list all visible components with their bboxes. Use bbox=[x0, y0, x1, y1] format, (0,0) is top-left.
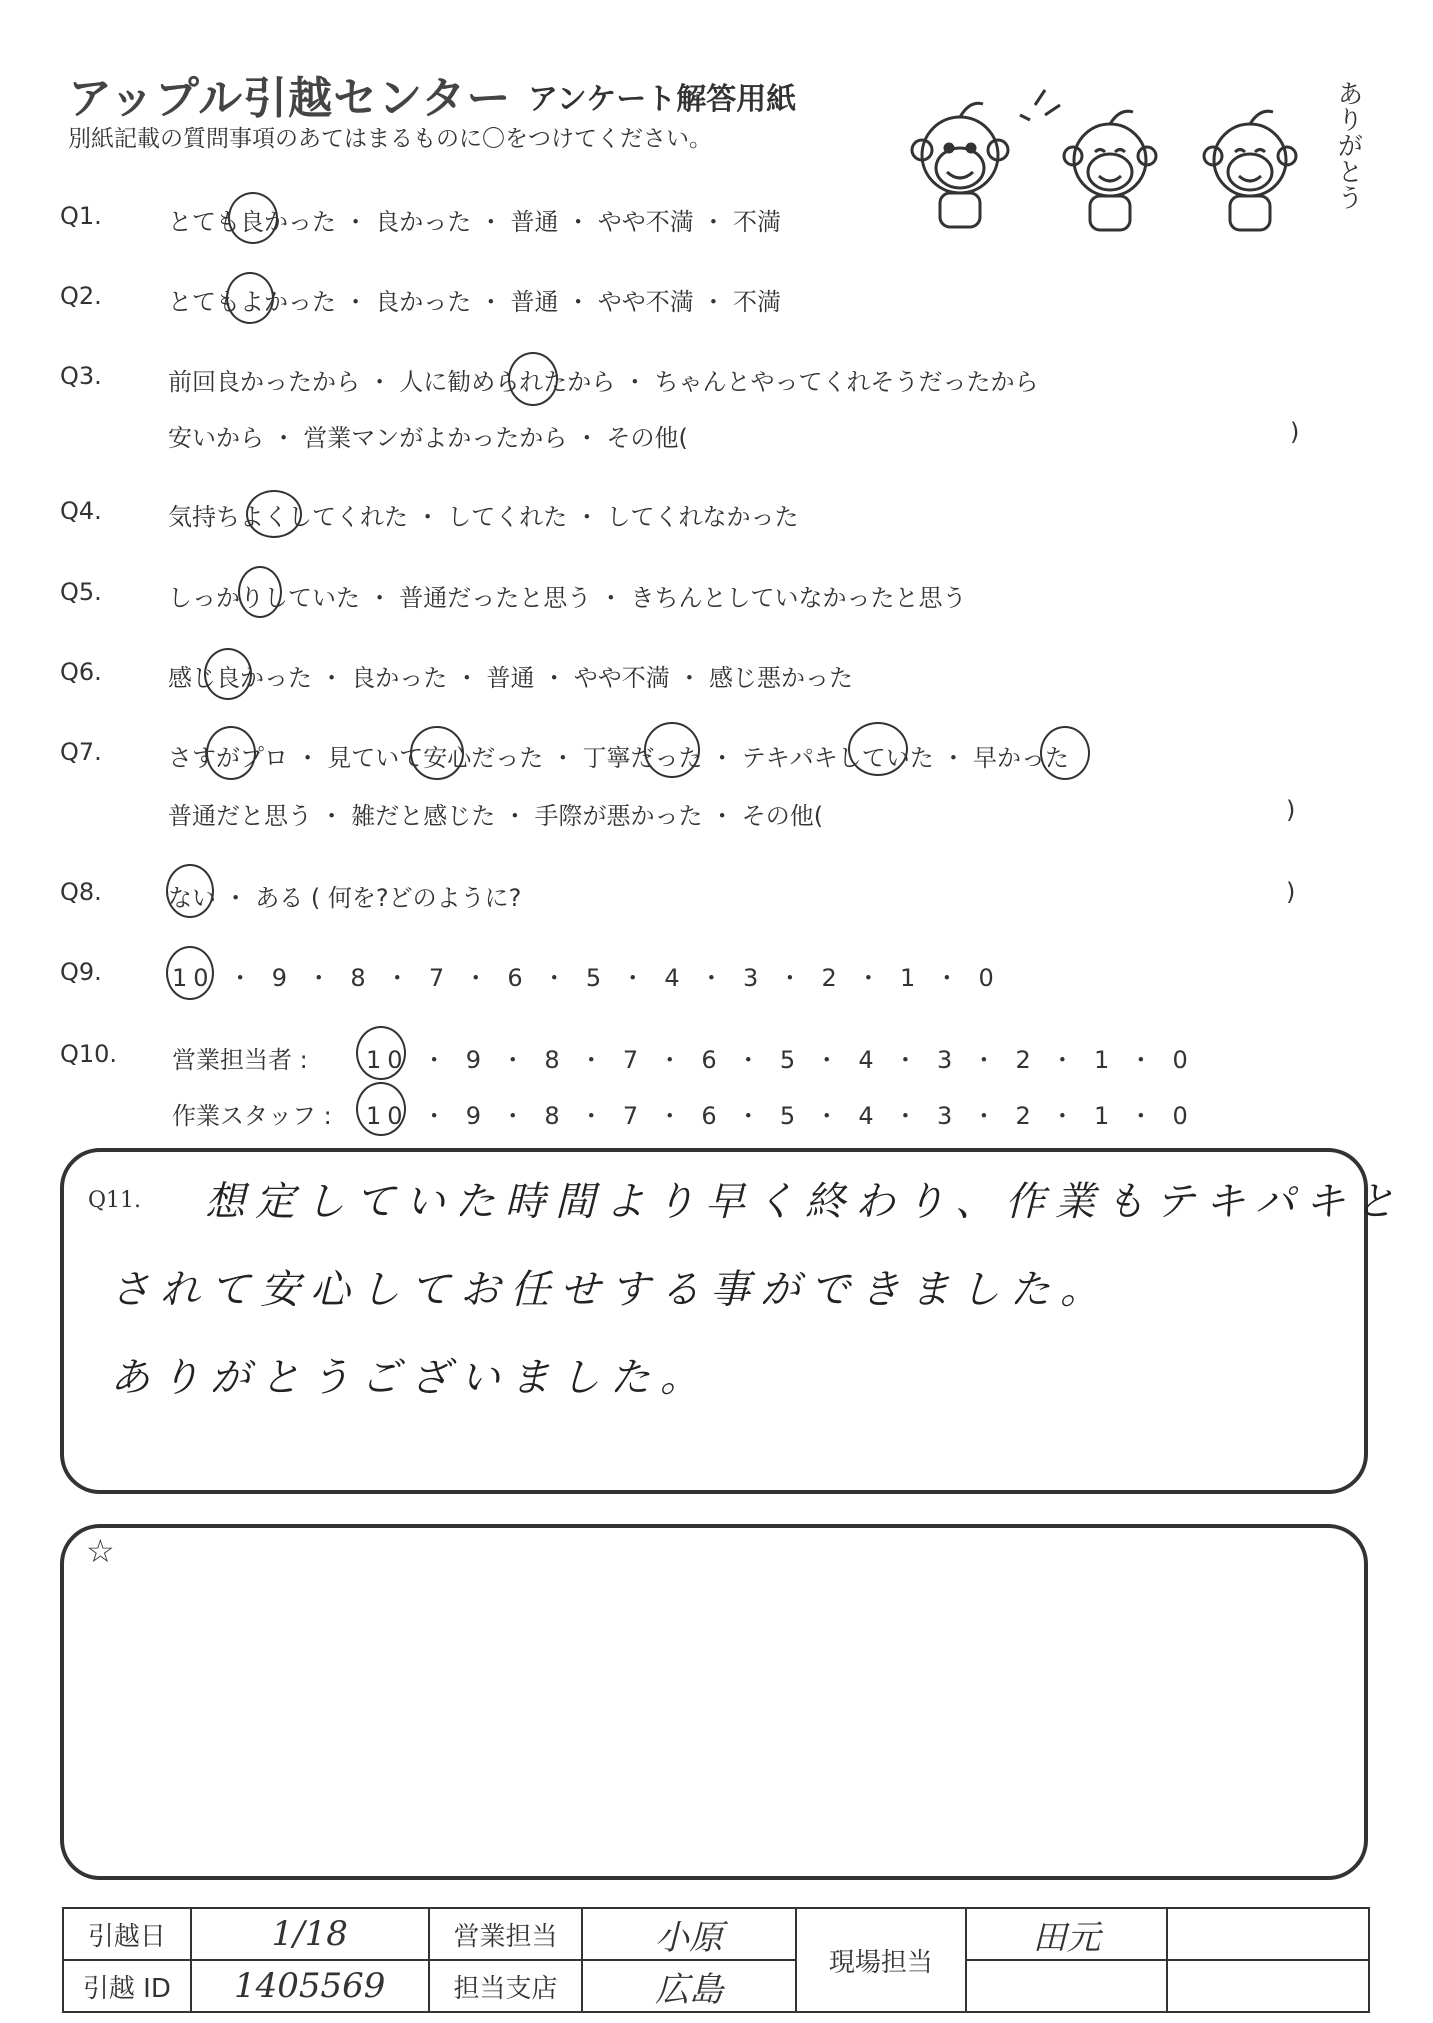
monkey-right bbox=[1204, 111, 1296, 230]
q5-answer-circle bbox=[238, 566, 282, 618]
site-value: 田元 bbox=[966, 1908, 1168, 1960]
branch-label: 担当支店 bbox=[429, 1960, 583, 2012]
q4-label: Q4. bbox=[60, 497, 102, 525]
q3-label: Q3. bbox=[60, 362, 102, 390]
q1-options: とても良かった ・ 良かった ・ 普通 ・ やや不満 ・ 不満 bbox=[168, 208, 782, 236]
q7-answer-circle-5 bbox=[1040, 726, 1090, 780]
q7-answer-circle-4 bbox=[848, 722, 908, 776]
q11-label: Q11. bbox=[88, 1188, 142, 1213]
move-date-label: 引越日 bbox=[63, 1908, 191, 1960]
extra-cell-bottom bbox=[1167, 1960, 1369, 2012]
q9-answer-circle bbox=[166, 946, 214, 1000]
q7-close-paren: ) bbox=[1286, 796, 1296, 824]
q10-sales-answer-circle bbox=[356, 1026, 406, 1080]
q8-answer-circle bbox=[166, 864, 214, 918]
brand-title: アップル引越センター bbox=[68, 73, 512, 124]
monkey-left bbox=[912, 103, 1008, 227]
q3-close-paren: ) bbox=[1290, 418, 1300, 446]
q6-options: 感じ良かった ・ 良かった ・ 普通 ・ やや不満 ・ 感じ悪かった bbox=[168, 664, 854, 692]
q1-answer-circle bbox=[228, 192, 278, 244]
q4-options: 気持ちよくしてくれた ・ してくれた ・ してくれなかった bbox=[168, 503, 799, 531]
q10-label: Q10. bbox=[60, 1040, 118, 1068]
form-subtitle: アンケート解答用紙 bbox=[528, 82, 797, 117]
q3-options-line1: 前回良かったから ・ 人に勧められたから ・ ちゃんとやってくれそうだったから bbox=[168, 368, 1039, 396]
q10-sales-scale: 10 ・ 9 ・ 8 ・ 7 ・ 6 ・ 5 ・ 4 ・ 3 ・ 2 ・ 1 ・ 0 bbox=[366, 1046, 1194, 1074]
q2-answer-circle bbox=[226, 272, 274, 324]
q8-close-paren: ) bbox=[1286, 878, 1296, 906]
q7-options-line1: さすがプロ ・ 見ていて安心だった ・ 丁寧だった ・ テキパキしていた ・ 早かった bbox=[168, 744, 1070, 772]
sales-value: 小原 bbox=[582, 1908, 796, 1960]
q10-staff-answer-circle bbox=[356, 1082, 406, 1136]
q8-label: Q8. bbox=[60, 878, 102, 906]
q10-staff-scale: 10 ・ 9 ・ 8 ・ 7 ・ 6 ・ 5 ・ 4 ・ 3 ・ 2 ・ 1 ・ 0 bbox=[366, 1102, 1194, 1130]
q7-label: Q7. bbox=[60, 738, 102, 766]
q1-label: Q1. bbox=[60, 202, 102, 230]
q4-answer-circle bbox=[246, 490, 302, 538]
mascot-illustration bbox=[885, 60, 1355, 240]
q10-staff-label: 作業スタッフ : bbox=[172, 1102, 332, 1130]
q9-scale: 10 ・ 9 ・ 8 ・ 7 ・ 6 ・ 5 ・ 4 ・ 3 ・ 2 ・ 1 ・ 0 bbox=[172, 964, 1000, 992]
q2-options: とてもよかった ・ 良かった ・ 普通 ・ やや不満 ・ 不満 bbox=[168, 288, 782, 316]
q2-label: Q2. bbox=[60, 282, 102, 310]
q7-answer-circle-2 bbox=[410, 726, 464, 780]
branch-value: 広島 bbox=[582, 1960, 796, 2012]
q7-answer-circle-3 bbox=[644, 722, 700, 778]
q3-options-line2: 安いから ・ 営業マンがよかったから ・ その他( bbox=[168, 424, 688, 452]
star-comment-box bbox=[60, 1524, 1368, 1880]
q6-answer-circle bbox=[204, 648, 252, 700]
q11-handwriting-line1: 想定していた時間より早く終わり、作業もテキパキと bbox=[205, 1179, 1405, 1225]
q7-answer-circle-1 bbox=[206, 726, 256, 780]
move-date-value: 1/18 bbox=[191, 1908, 429, 1960]
site-value-2 bbox=[966, 1960, 1168, 2012]
q3-answer-circle bbox=[508, 352, 558, 406]
move-id-value: 1405569 bbox=[191, 1960, 429, 2012]
move-id-label: 引越 ID bbox=[63, 1960, 191, 2012]
site-label: 現場担当 bbox=[796, 1908, 966, 2012]
q10-sales-label: 営業担当者 : bbox=[172, 1046, 308, 1074]
mascot-thanks-text: ありがとう bbox=[1333, 80, 1363, 210]
q8-options: ない ・ ある ( 何を?どのように? bbox=[168, 884, 522, 912]
q5-options: しっかりしていた ・ 普通だったと思う ・ きちんとしていなかったと思う bbox=[168, 584, 967, 612]
star-icon: ☆ bbox=[86, 1532, 115, 1570]
q5-label: Q5. bbox=[60, 578, 102, 606]
q11-handwriting-line3: ありがとうございました。 bbox=[110, 1355, 710, 1401]
instructions: 別紙記載の質問事項のあてはまるものに〇をつけてください。 bbox=[68, 126, 712, 152]
sales-label: 営業担当 bbox=[429, 1908, 583, 1960]
extra-cell-top bbox=[1167, 1908, 1369, 1960]
q11-handwriting-line2: されて安心してお任せする事ができました。 bbox=[110, 1267, 1110, 1313]
q9-label: Q9. bbox=[60, 958, 102, 986]
monkey-middle bbox=[1020, 90, 1156, 230]
q6-label: Q6. bbox=[60, 658, 102, 686]
q7-options-line2: 普通だと思う ・ 雑だと感じた ・ 手際が悪かった ・ その他( bbox=[168, 802, 824, 830]
footer-table bbox=[62, 1907, 1370, 2013]
